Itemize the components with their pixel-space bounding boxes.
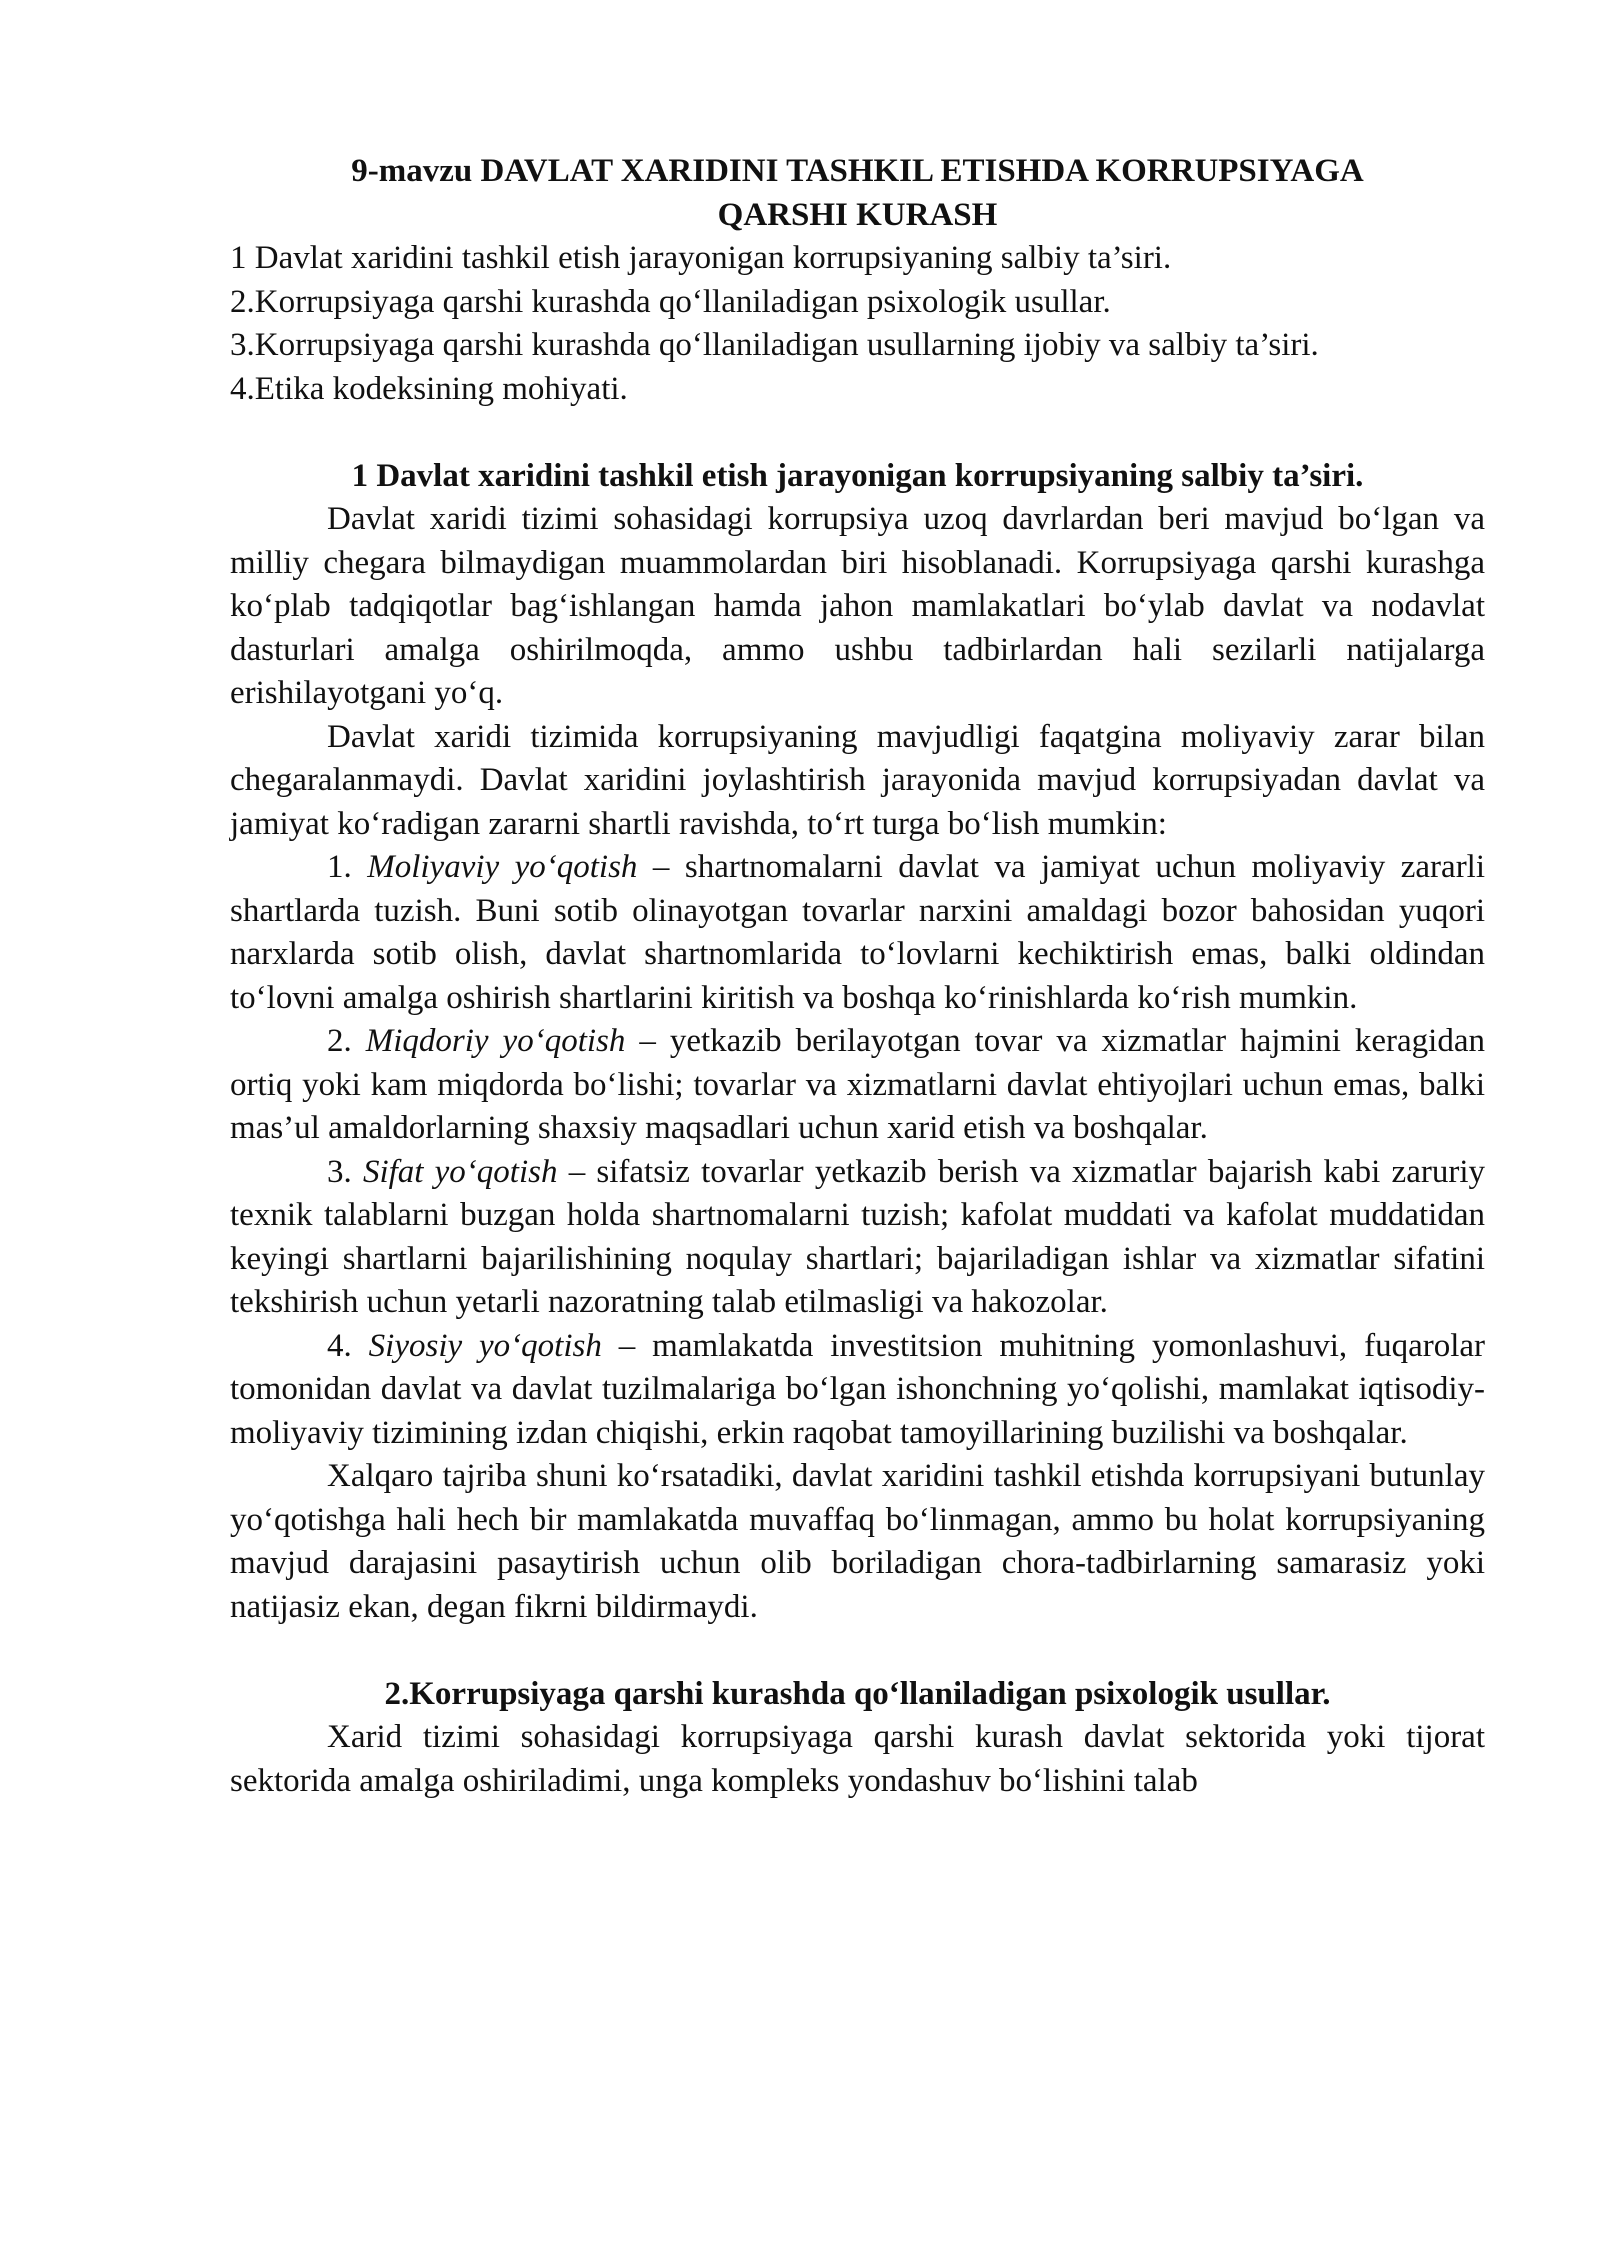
section-1-paragraph-3: Xalqaro tajriba shuni ko‘rsatadiki, davlat xaridini tashkil etishda korrupsiyani butunlay yo‘qotishga hali hech bir mamlakatda muvaffaq bo‘linmagan, ammo bu holat korrupsiyaning mavjud darajasini pasaytirish uchun olib boriladigan chora-tadbirlarning samarasiz yoki natijasiz ekan, degan fikrni bildirmaydi. [230,1458,1485,1625]
loss-item-number: 4. [327,1327,352,1364]
loss-item-4 [230,1325,1485,1456]
loss-item-text: – sifatsiz tovarlar yetkazib berish va xizmatlar bajarish kabi zaruriy texnik talablarni buzgan holda shartnomalarni tuzish; kafolat muddati va kafolat muddatidan keyingi shartlarni bajarilishining noqulay shartlari; bajariladigan ishlar va xizmatlar sifatini tekshirish uchun yetarli nazoratning talab etilmasligi va hakozolar. [230,1153,1485,1320]
section-2-heading: 2.Korrupsiyaga qarshi kurashda qo‘llaniladigan psixologik usullar. [384,1675,1331,1712]
loss-item-3 [230,1151,1485,1325]
toc-item-1: 1 Davlat xaridini tashkil etish jarayonigan korrupsiyaning salbiy ta’siri. [230,240,1172,276]
section-2-paragraph-1: Xarid tizimi sohasidagi korrupsiyaga qarshi kurash davlat sektorida yoki tijorat sektorida amalga oshiriladimi, unga kompleks yondashuv bo‘lishini talab [230,1719,1485,1799]
loss-item-1 [230,846,1485,1020]
loss-item-2 [230,1020,1485,1151]
section-1-paragraph-2: Davlat xaridi tizimida korrupsiyaning mavjudligi faqatgina moliyaviy zarar bilan chegaralanmaydi. Davlat xaridini joylashtirish jarayonida mavjud korrupsiyadan davlat va jamiyat ko‘radigan zararni shartli ravishda, to‘rt turga bo‘lish mumkin: [230,718,1485,842]
title-line-2: QARSHI KURASH [717,196,998,233]
section-1-paragraph-1: Davlat xaridi tizimi sohasidagi korrupsiya uzoq davrlardan beri mavjud bo‘lgan va milliy chegara bilmaydigan muammolardan biri hisoblanadi. Korrupsiyaga qarshi kurashga ko‘plab tadqiqotlar bag‘ishlangan hamda jahon mamlakatlari bo‘ylab davlat va nodavlat dasturlari amalga oshirilmoqda, ammo ushbu tadbirlardan hali sezilarli natijalarga erishilayotgani yo‘q. [230,501,1485,711]
loss-item-number: 1. [327,849,352,885]
toc-item-3: 3.Korrupsiyaga qarshi kurashda qo‘llaniladigan usullarning ijobiy va salbiy ta’siri. [230,327,1319,363]
loss-item-text: – yetkazib berilayotgan tovar va xizmatlar hajmini keragidan ortiq yoki kam miqdorda bo‘lishi; tovarlar va xizmatlarni davlat ehtiyojlari uchun emas, balki mas’ul amaldorlarning shaxsiy maqsadlari uchun xarid etish va boshqalar. [230,1023,1485,1146]
loss-item-number: 2. [327,1023,352,1059]
loss-item-term: Sifat yo‘qotish [362,1153,558,1190]
loss-item-text: – shartnomalarni davlat va jamiyat uchun moliyaviy zararli shartlarda tuzish. Buni sotib olinayotgan tovarlar narxini amaldagi bozor bahosidan yuqori narxlarda sotib olish, davlat shartnomlarida to‘lovlarni kechiktirish emas, balki oldindan to‘lovni amalga oshirish shartlarini kiritish va boshqa ko‘rinishlarda ko‘rish mumkin. [230,849,1486,1016]
loss-item-term: Moliyaviy yo‘qotish [367,849,638,885]
document-page [230,150,1485,1803]
title-line-1: 9-mavzu DAVLAT XARIDINI TASHKIL ETISHDA KORRUPSIYAGA [351,153,1364,189]
loss-item-term: Miqdoriy yo‘qotish [365,1023,626,1059]
loss-item-text: – mamlakatda investitsion muhitning yomonlashuvi, fuqarolar tomonidan davlat va davlat tuzilmalariga bo‘lgan ishonchning yo‘qolishi, mamlakat iqtisodiy-moliyaviy tizimining izdan chiqishi, erkin raqobat tamoyillarining buzilishi va boshqalar. [230,1327,1486,1451]
loss-item-number: 3. [327,1153,352,1190]
document-title [230,150,1485,237]
section-1-heading: 1 Davlat xaridini tashkil etish jarayonigan korrupsiyaning salbiy ta’siri. [351,457,1364,494]
loss-item-term: Siyosiy yo‘qotish [368,1327,602,1364]
toc-item-2: 2.Korrupsiyaga qarshi kurashda qo‘llaniladigan psixologik usullar. [230,283,1111,320]
toc-item-4: 4.Etika kodeksining mohiyati. [230,370,628,407]
